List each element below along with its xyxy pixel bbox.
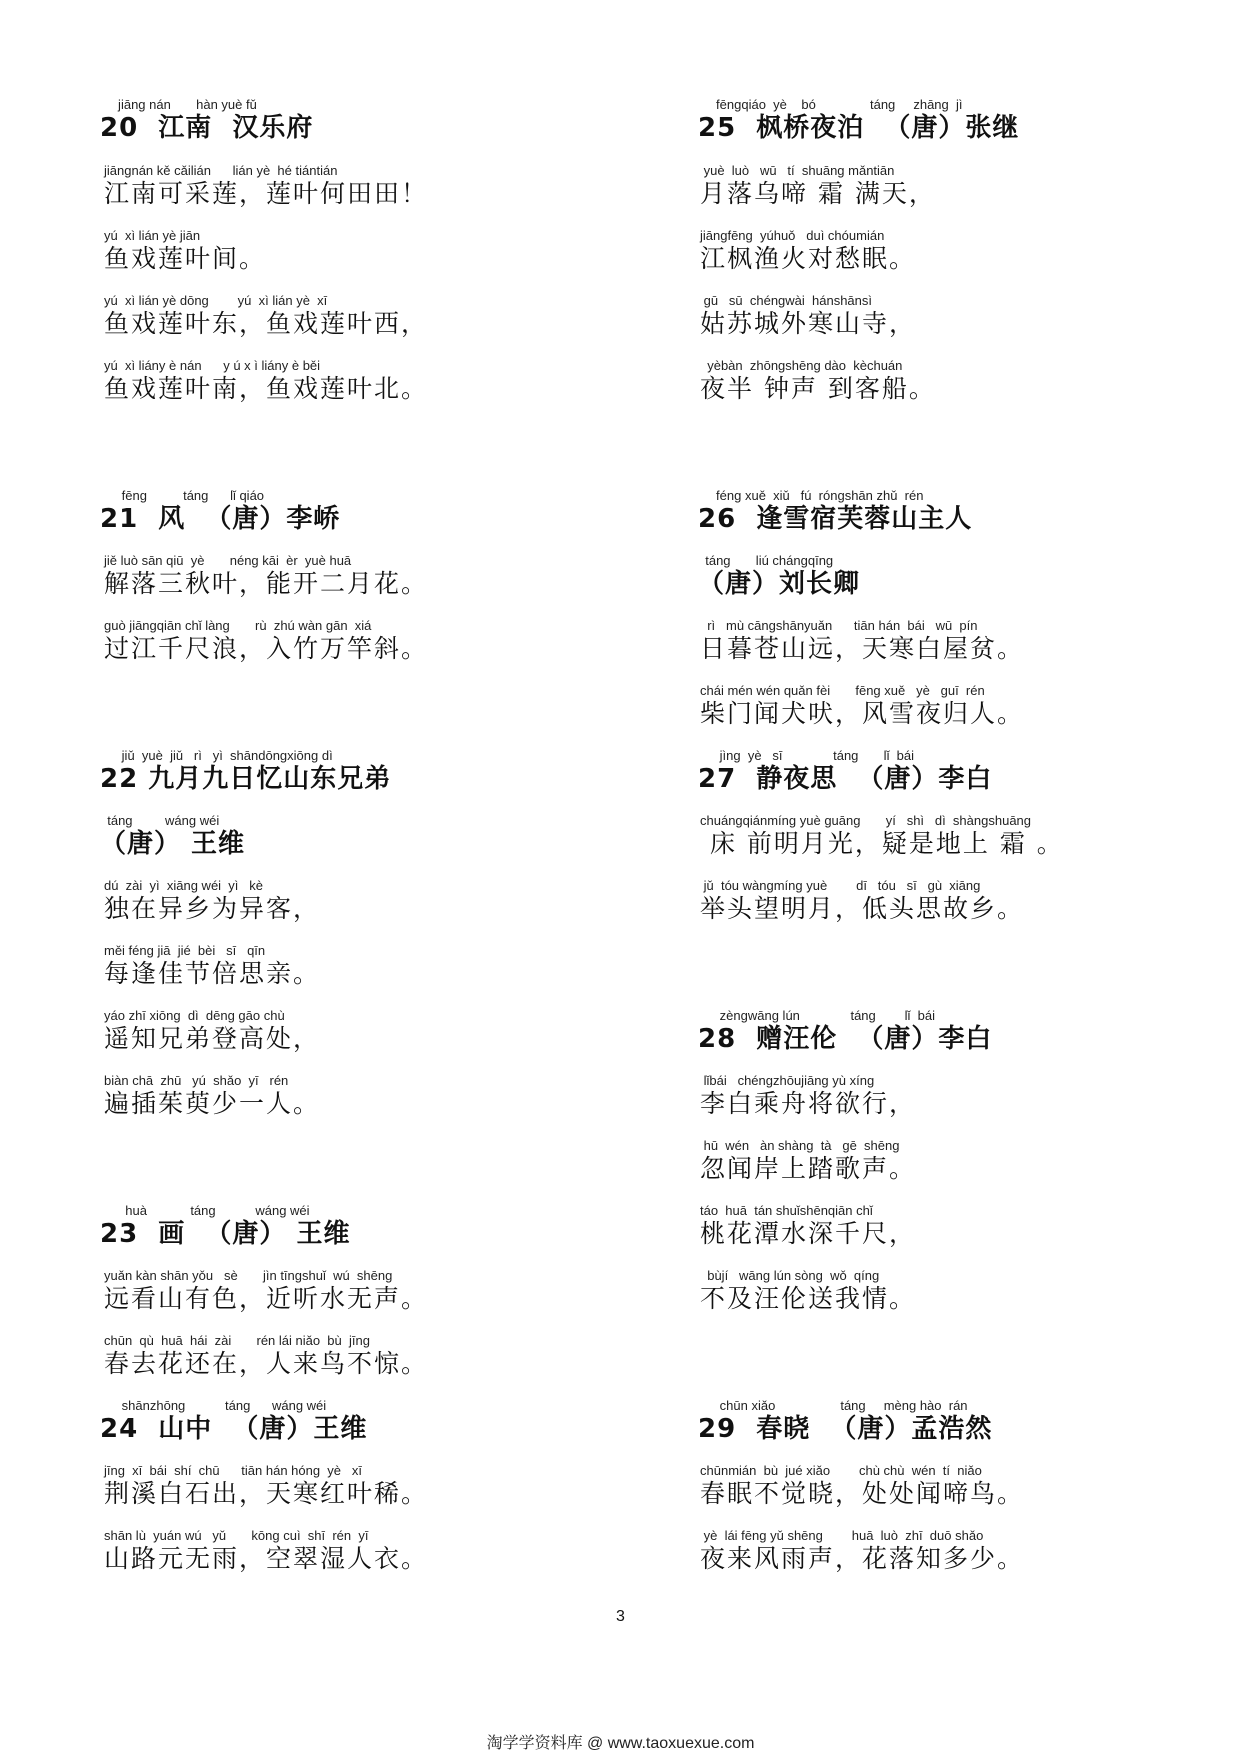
poem-line: chuángqiánmíng yuè guāng yí shì dì shàngshuāng 床 前明月光，疑是地上 霜 。 xyxy=(700,813,1064,858)
poem-line: chái mén wén quǎn fèi fēng xuě yè guī rén 柴门闻犬吠，风雪夜归人。 xyxy=(700,683,1025,728)
poem-title-21: fēng táng lǐ qiáo 21 风 （唐）李峤 xyxy=(100,488,341,534)
poem-line: dú zài yì xiāng wéi yì kè 独在异乡为异客， xyxy=(104,878,321,923)
poem-line: jǔ tóu wàngmíng yuè dī tóu sī gù xiāng 举头望明月，低头思故乡。 xyxy=(700,878,1025,923)
poem-line: bùjí wāng lún sòng wǒ qíng 不及汪伦送我情。 xyxy=(700,1268,917,1313)
poem-line: chūnmián bù jué xiǎo chù chù wén tí niǎo 春眠不觉晓，处处闻啼鸟。 xyxy=(700,1463,1025,1508)
poem-line: měi féng jiā jié bèi sī qīn 每逢佳节倍思亲。 xyxy=(104,943,321,988)
poem-line: yáo zhī xiōng dì dēng gāo chù 遥知兄弟登高处， xyxy=(104,1008,321,1053)
poem-line: táo huā tán shuǐshēnqiān chǐ 桃花潭水深千尺， xyxy=(700,1203,917,1248)
poem-line: yèbàn zhōngshēng dào kèchuán 夜半 钟声 到客船。 xyxy=(700,358,936,403)
poem-line: yú xì lián yè jiān 鱼戏莲叶间。 xyxy=(104,228,267,273)
poem-line: jiāngfēng yúhuǒ duì chóumián 江枫渔火对愁眠。 xyxy=(700,228,917,273)
poem-author-22: táng wáng wéi （唐） 王维 xyxy=(100,813,246,859)
poem-line: lǐbái chéngzhōujiāng yù xíng 李白乘舟将欲行， xyxy=(700,1073,917,1118)
poem-line: jiāngnán kě cǎilián lián yè hé tiántián 江南可采莲，莲叶何田田！ xyxy=(104,163,429,208)
poem-title-26: féng xuě xiǔ fú róngshān zhǔ rén 26 逢雪宿芙蓉山主人 xyxy=(698,488,973,534)
poem-line: rì mù cāngshānyuǎn tiān hán bái wū pín 日暮苍山远，天寒白屋贫。 xyxy=(700,618,1025,663)
poem-line: jiě luò sān qiū yè néng kāi èr yuè huā 解落三秋叶，能开二月花。 xyxy=(104,553,429,598)
poem-line: chūn qù huā hái zài rén lái niǎo bù jīng 春去花还在，人来鸟不惊。 xyxy=(104,1333,429,1378)
poem-title-24: shānzhōng táng wáng wéi 24 山中 （唐）王维 xyxy=(100,1398,368,1444)
poem-title-28: zèngwāng lún táng lǐ bái 28 赠汪伦 （唐）李白 xyxy=(698,1008,993,1054)
poem-title-29: chūn xiǎo táng mèng hào rán 29 春晓 （唐）孟浩然 xyxy=(698,1398,993,1444)
poem-title-20: jiāng nán hàn yuè fǔ 20 江南 汉乐府 xyxy=(100,97,314,143)
poem-line: yè lái fēng yǔ shēng huā luò zhī duō shǎo 夜来风雨声，花落知多少。 xyxy=(700,1528,1025,1573)
poem-title-23: huà táng wáng wéi 23 画 （唐） 王维 xyxy=(100,1203,351,1249)
poem-line: jīng xī bái shí chū tiān hán hóng yè xī 荆溪白石出，天寒红叶稀。 xyxy=(104,1463,429,1508)
poem-line: biàn chā zhū yú shǎo yī rén 遍插茱萸少一人。 xyxy=(104,1073,321,1118)
poem-line: yuǎn kàn shān yǒu sè jìn tīngshuǐ wú shēng 远看山有色，近听水无声。 xyxy=(104,1268,429,1313)
poem-line: yuè luò wū tí shuāng mǎntiān 月落乌啼 霜 满天， xyxy=(700,163,936,208)
poem-title-27: jìng yè sī táng lǐ bái 27 静夜思 （唐）李白 xyxy=(698,748,993,794)
poem-line: guò jiāngqiān chǐ làng rù zhú wàn gān xiá 过江千尺浪，入竹万竿斜。 xyxy=(104,618,429,663)
poem-line: yú xì liány è nán y ú x ì liány è běi 鱼戏莲叶南，鱼戏莲叶北。 xyxy=(104,358,429,403)
poem-line: gū sū chéngwài hánshānsì 姑苏城外寒山寺， xyxy=(700,293,917,338)
page-number: 3 xyxy=(616,1608,625,1625)
poem-author-26: táng liú chángqīng （唐）刘长卿 xyxy=(698,553,861,599)
poem-line: shān lù yuán wú yǔ kōng cuì shī rén yī 山路元无雨，空翠湿人衣。 xyxy=(104,1528,429,1573)
footer-watermark: 淘学学资料库 @ www.taoxuexue.com xyxy=(486,1735,755,1752)
poem-line: yú xì lián yè dōng yú xì lián yè xī 鱼戏莲叶东，鱼戏莲叶西， xyxy=(104,293,429,338)
poem-line: hū wén àn shàng tà gē shēng 忽闻岸上踏歌声。 xyxy=(700,1138,917,1183)
poem-title-22: jiǔ yuè jiǔ rì yì shāndōngxiōng dì 22 九月九日忆山东兄弟 xyxy=(100,748,392,794)
poem-title-25: fēngqiáo yè bó táng zhāng jì 25 枫桥夜泊 （唐）张继 xyxy=(698,97,1020,143)
